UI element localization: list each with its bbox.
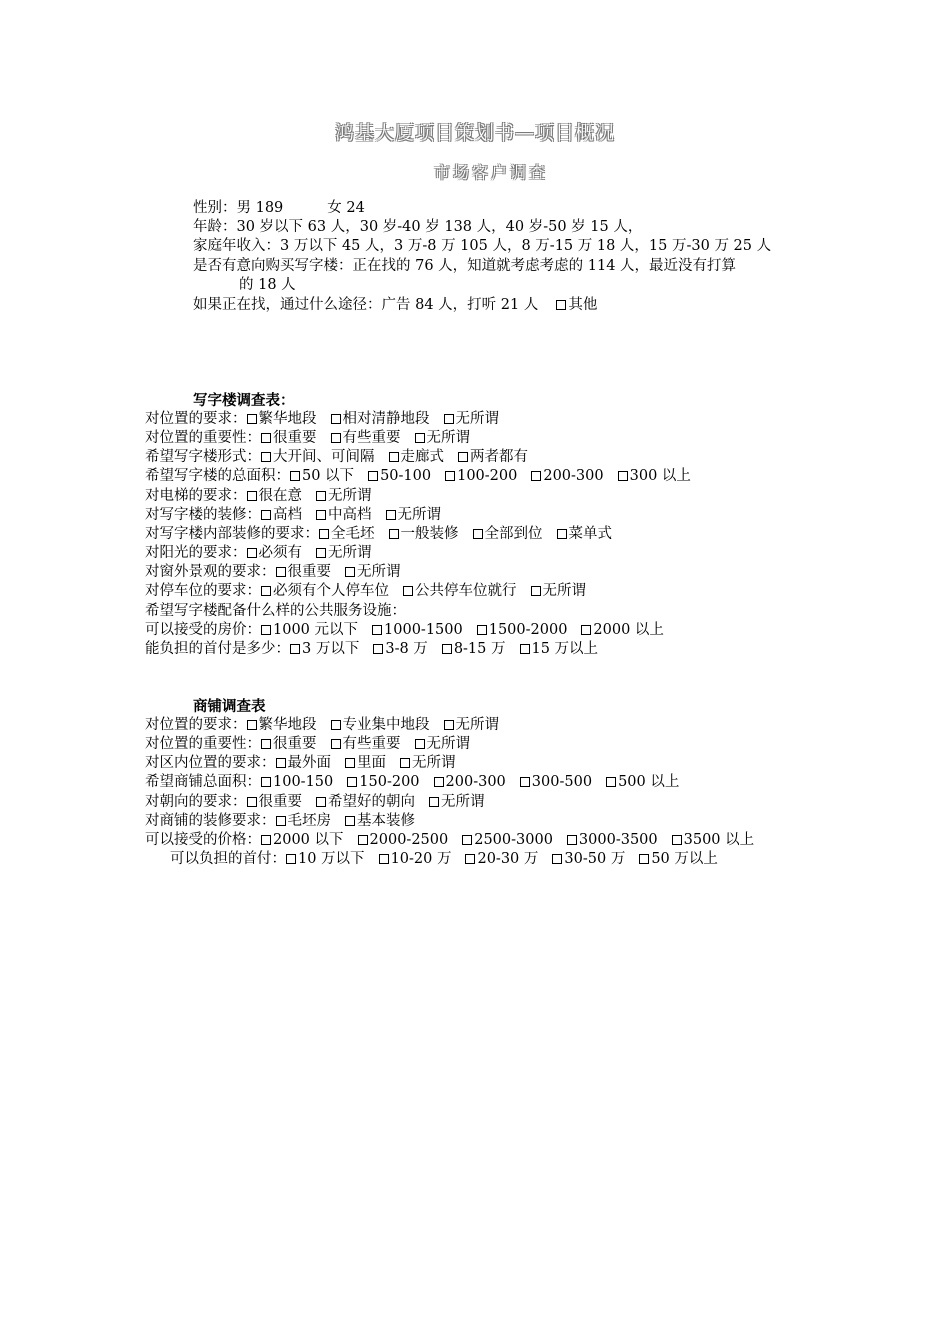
channel-line bbox=[193, 296, 597, 315]
survey-option[interactable] bbox=[639, 851, 718, 867]
gender-male: 男 189 bbox=[236, 200, 284, 216]
survey-option[interactable] bbox=[520, 774, 592, 790]
question-label: 对位置的要求： bbox=[145, 411, 247, 427]
survey-option[interactable] bbox=[368, 468, 431, 484]
survey-question bbox=[145, 506, 441, 525]
survey-option[interactable] bbox=[415, 430, 471, 446]
option-label: 繁华地段 bbox=[258, 717, 317, 733]
survey-option[interactable] bbox=[442, 641, 506, 657]
checkbox[interactable] bbox=[581, 625, 591, 635]
survey-option[interactable] bbox=[389, 526, 459, 542]
option-label: 无所谓 bbox=[441, 793, 485, 810]
channel-text: 如果正在找，通过什么途径：广告 84 人，打听 21 人 bbox=[193, 297, 539, 313]
option-label: 2500-3000 bbox=[474, 831, 553, 848]
option-label: 两者都有 bbox=[470, 449, 528, 466]
checkbox[interactable] bbox=[261, 835, 271, 845]
survey-question bbox=[145, 773, 679, 792]
checkbox[interactable] bbox=[520, 644, 530, 654]
question-label: 对商铺的装修要求： bbox=[145, 812, 276, 829]
checkbox[interactable] bbox=[290, 471, 300, 481]
option-label: 里面 bbox=[357, 755, 386, 772]
option-label: 300 以上 bbox=[629, 468, 691, 485]
option-label: 毛坯房 bbox=[287, 812, 331, 829]
option-label: 有些重要 bbox=[342, 430, 401, 447]
document-subtitle: 市场客户调查 bbox=[434, 163, 549, 182]
option-label: 30-50 万 bbox=[564, 851, 626, 868]
survey-question bbox=[145, 831, 754, 850]
option-label: 菜单式 bbox=[568, 525, 612, 542]
question-label: 对电梯的要求： bbox=[145, 487, 247, 504]
option-label: 200-300 bbox=[445, 774, 506, 791]
checkbox[interactable] bbox=[247, 491, 257, 501]
survey-option[interactable] bbox=[261, 774, 333, 790]
survey-option[interactable] bbox=[261, 449, 375, 465]
question-label: 可以负担的首付： bbox=[170, 851, 286, 868]
checkbox[interactable] bbox=[672, 835, 682, 845]
survey-option[interactable] bbox=[531, 468, 603, 484]
option-label: 20-30 万 bbox=[477, 851, 539, 868]
question-label: 对区内位置的要求： bbox=[145, 755, 276, 772]
survey-question bbox=[145, 754, 456, 773]
checkbox[interactable] bbox=[606, 777, 616, 787]
survey-question bbox=[145, 563, 401, 582]
checkbox[interactable] bbox=[400, 758, 410, 768]
checkbox[interactable] bbox=[389, 452, 399, 462]
checkbox[interactable] bbox=[429, 797, 439, 807]
survey-question bbox=[145, 487, 372, 506]
question-label: 希望商铺总面积： bbox=[145, 774, 261, 791]
checkbox[interactable] bbox=[557, 529, 567, 539]
option-label: 1000 元以下 bbox=[273, 621, 359, 638]
checkbox[interactable] bbox=[442, 644, 452, 654]
survey-option[interactable] bbox=[345, 755, 386, 771]
option-label: 很重要 bbox=[287, 564, 331, 581]
option-label: 中高档 bbox=[328, 506, 372, 523]
checkbox[interactable] bbox=[261, 739, 271, 749]
option-label: 无所谓 bbox=[357, 564, 401, 581]
survey-question bbox=[145, 544, 372, 563]
option-label: 300-500 bbox=[531, 774, 593, 791]
option-label: 相对清静地段 bbox=[342, 411, 430, 427]
option-label: 希望好的朝向 bbox=[328, 793, 415, 810]
survey-question bbox=[145, 621, 664, 640]
question-label: 对位置的要求： bbox=[145, 717, 247, 733]
gender-female: 女 24 bbox=[327, 200, 365, 216]
survey-option[interactable] bbox=[247, 794, 303, 810]
checkbox[interactable] bbox=[261, 433, 271, 443]
survey-option[interactable] bbox=[276, 813, 332, 829]
checkbox[interactable] bbox=[286, 854, 296, 864]
checkbox[interactable] bbox=[261, 452, 271, 462]
option-label: 有些重要 bbox=[342, 736, 401, 753]
survey-option[interactable] bbox=[331, 717, 430, 733]
option-label: 专业集中地段 bbox=[342, 717, 430, 733]
option-label: 公共停车位就行 bbox=[415, 583, 517, 600]
survey-option[interactable] bbox=[473, 526, 543, 542]
survey-option[interactable] bbox=[444, 717, 500, 733]
survey-option[interactable] bbox=[347, 774, 419, 790]
question-label: 希望写字楼形式： bbox=[145, 449, 261, 466]
checkbox[interactable] bbox=[247, 720, 257, 730]
checkbox[interactable] bbox=[316, 797, 326, 807]
survey-option[interactable] bbox=[261, 583, 389, 599]
survey-option[interactable] bbox=[331, 736, 401, 752]
survey-option[interactable] bbox=[552, 851, 625, 867]
survey-option[interactable] bbox=[567, 832, 658, 848]
option-label: 最外面 bbox=[287, 755, 331, 772]
option-label: 3 万以下 bbox=[302, 640, 360, 657]
survey-option[interactable] bbox=[606, 774, 679, 790]
checkbox[interactable] bbox=[261, 510, 271, 520]
survey-option[interactable] bbox=[290, 641, 359, 657]
survey-option[interactable] bbox=[373, 641, 427, 657]
option-label: 必须有 bbox=[258, 545, 302, 562]
checkbox[interactable] bbox=[458, 452, 468, 462]
survey-option[interactable] bbox=[247, 411, 317, 427]
question-label: 对停车位的要求： bbox=[145, 583, 261, 600]
checkbox[interactable] bbox=[345, 567, 355, 577]
survey-question bbox=[145, 448, 528, 467]
option-label: 全部到位 bbox=[484, 525, 543, 542]
option-label: 一般装修 bbox=[400, 525, 459, 542]
option-label: 150-200 bbox=[359, 774, 420, 791]
question-label: 对窗外景观的要求： bbox=[145, 564, 276, 581]
option-label: 很在意 bbox=[258, 487, 302, 504]
question-label: 对阳光的要求： bbox=[145, 545, 247, 562]
option-label: 200-300 bbox=[543, 468, 604, 485]
survey-option[interactable] bbox=[465, 851, 538, 867]
checkbox[interactable] bbox=[331, 433, 341, 443]
survey-option[interactable] bbox=[290, 468, 354, 484]
option-label: 无所谓 bbox=[397, 506, 441, 523]
checkbox[interactable] bbox=[247, 797, 257, 807]
checkbox[interactable] bbox=[473, 529, 483, 539]
checkbox[interactable] bbox=[331, 720, 341, 730]
checkbox[interactable] bbox=[316, 491, 326, 501]
survey-option[interactable] bbox=[403, 583, 517, 599]
checkbox[interactable] bbox=[531, 586, 541, 596]
checkbox[interactable] bbox=[445, 471, 455, 481]
office-survey-heading: 写字楼调查表： bbox=[193, 392, 295, 409]
checkbox[interactable] bbox=[531, 471, 541, 481]
option-label: 1500-2000 bbox=[488, 621, 568, 638]
survey-option[interactable] bbox=[247, 717, 317, 733]
checkbox[interactable] bbox=[276, 816, 286, 826]
income-line: 家庭年收入：3 万以下 45 人，3 万-8 万 105 人，8 万-15 万 18 人，15 万-30 万 25 人 bbox=[193, 238, 772, 254]
checkbox[interactable] bbox=[247, 548, 257, 558]
gender-label: 性别： bbox=[193, 200, 237, 216]
checkbox[interactable] bbox=[316, 548, 326, 558]
survey-question bbox=[145, 735, 470, 754]
option-label: 很重要 bbox=[273, 430, 317, 447]
option-label: 很重要 bbox=[273, 736, 317, 753]
option-label: 3000-3500 bbox=[578, 831, 658, 848]
checkbox[interactable] bbox=[379, 854, 389, 864]
survey-option[interactable] bbox=[345, 564, 401, 580]
checkbox[interactable] bbox=[444, 414, 454, 424]
question-label: 可以接受的价格： bbox=[145, 831, 261, 848]
checkbox[interactable] bbox=[290, 644, 300, 654]
option-label: 很重要 bbox=[258, 793, 302, 810]
survey-option[interactable] bbox=[261, 430, 317, 446]
checkbox[interactable] bbox=[520, 777, 530, 787]
age-line: 年龄：30 岁以下 63 人，30 岁-40 岁 138 人，40 岁-50 岁 15 人， bbox=[193, 219, 643, 235]
option-label: 50-100 bbox=[380, 468, 432, 485]
option-label: 50 以下 bbox=[302, 468, 355, 485]
intent-line: 是否有意向购买写字楼：正在找的 76 人，知道就考虑考虑的 114 人，最近没有打算 bbox=[193, 258, 737, 274]
survey-option[interactable] bbox=[286, 851, 365, 867]
survey-question bbox=[145, 525, 612, 544]
option-label: 8-15 万 bbox=[453, 640, 506, 657]
checkbox[interactable] bbox=[386, 510, 396, 520]
survey-option[interactable] bbox=[379, 851, 452, 867]
checkbox[interactable] bbox=[331, 739, 341, 749]
survey-question bbox=[145, 640, 598, 659]
question-label: 对朝向的要求： bbox=[145, 793, 247, 810]
option-label: 50 万以上 bbox=[651, 851, 718, 868]
question-label: 希望写字楼的总面积： bbox=[145, 468, 290, 485]
checkbox[interactable] bbox=[247, 414, 257, 424]
option-label: 无所谓 bbox=[455, 717, 499, 733]
checkbox[interactable] bbox=[319, 529, 329, 539]
option-label: 2000-2500 bbox=[369, 831, 449, 848]
option-label: 100-150 bbox=[273, 774, 334, 791]
survey-option[interactable] bbox=[358, 832, 449, 848]
question-label: 对写字楼的装修： bbox=[145, 506, 261, 523]
checkbox[interactable] bbox=[444, 720, 454, 730]
checkbox[interactable] bbox=[331, 414, 341, 424]
question-label: 对位置的重要性： bbox=[145, 430, 261, 447]
checkbox[interactable] bbox=[465, 854, 475, 864]
option-label: 无所谓 bbox=[328, 487, 372, 504]
checkbox[interactable] bbox=[552, 854, 562, 864]
option-label: 无所谓 bbox=[328, 545, 372, 562]
survey-option[interactable] bbox=[462, 832, 553, 848]
survey-option[interactable] bbox=[386, 507, 442, 523]
survey-option[interactable] bbox=[247, 488, 303, 504]
survey-question bbox=[145, 429, 470, 448]
question-label: 可以接受的房价： bbox=[145, 621, 261, 638]
survey-question bbox=[145, 467, 691, 486]
survey-option[interactable] bbox=[316, 507, 372, 523]
survey-option[interactable] bbox=[316, 545, 372, 561]
channel-other: 其他 bbox=[568, 297, 598, 313]
question-label: 对写字楼内部装修的要求： bbox=[145, 525, 319, 542]
survey-option[interactable] bbox=[331, 430, 401, 446]
option-label: 大开间、可间隔 bbox=[273, 449, 375, 466]
survey-option[interactable] bbox=[331, 411, 430, 427]
survey-option[interactable] bbox=[389, 449, 445, 465]
option-label: 2000 以上 bbox=[593, 621, 664, 638]
survey-option[interactable] bbox=[618, 468, 691, 484]
option-label: 10 万以下 bbox=[298, 851, 365, 868]
survey-option[interactable] bbox=[372, 622, 463, 638]
option-label: 高档 bbox=[273, 506, 302, 523]
option-label: 1000-1500 bbox=[384, 621, 463, 638]
survey-option[interactable] bbox=[276, 755, 332, 771]
survey-option[interactable] bbox=[261, 736, 317, 752]
question-label: 能负担的首付是多少： bbox=[145, 640, 290, 657]
checkbox[interactable] bbox=[345, 758, 355, 768]
checkbox[interactable] bbox=[345, 816, 355, 826]
checkbox[interactable] bbox=[403, 586, 413, 596]
document-title: 鸿基大厦项目策划书—项目概况 bbox=[334, 122, 615, 144]
option-label: 无所谓 bbox=[426, 736, 470, 753]
survey-option[interactable] bbox=[400, 755, 456, 771]
option-label: 15 万以上 bbox=[531, 640, 599, 657]
survey-option[interactable] bbox=[319, 526, 375, 542]
option-label: 无所谓 bbox=[412, 755, 456, 772]
checkbox[interactable] bbox=[639, 854, 649, 864]
survey-option[interactable] bbox=[415, 736, 471, 752]
checkbox[interactable] bbox=[276, 758, 286, 768]
survey-question bbox=[145, 716, 499, 735]
survey-option[interactable] bbox=[261, 832, 344, 848]
survey-option[interactable] bbox=[531, 583, 587, 599]
question-label: 对位置的重要性： bbox=[145, 736, 261, 753]
gender-line bbox=[193, 199, 365, 218]
checkbox[interactable] bbox=[462, 835, 472, 845]
survey-option[interactable] bbox=[520, 641, 599, 657]
survey-question bbox=[145, 582, 586, 601]
checkbox[interactable] bbox=[347, 777, 357, 787]
survey-option[interactable] bbox=[276, 564, 332, 580]
option-label: 走廊式 bbox=[400, 449, 444, 466]
option-label: 全毛坯 bbox=[331, 525, 375, 542]
checkbox[interactable] bbox=[261, 586, 271, 596]
option-label: 3-8 万 bbox=[385, 640, 428, 657]
survey-option[interactable] bbox=[345, 813, 415, 829]
checkbox[interactable] bbox=[276, 567, 286, 577]
survey-option[interactable] bbox=[477, 622, 568, 638]
option-label: 3500 以上 bbox=[683, 831, 755, 848]
option-label: 无所谓 bbox=[426, 430, 470, 447]
survey-option[interactable] bbox=[316, 488, 372, 504]
checkbox[interactable] bbox=[567, 835, 577, 845]
option-label: 无所谓 bbox=[455, 411, 499, 427]
survey-question bbox=[170, 850, 718, 869]
survey-option[interactable] bbox=[261, 507, 302, 523]
option-label: 2000 以下 bbox=[273, 831, 344, 848]
survey-option[interactable] bbox=[581, 622, 664, 638]
shop-survey-heading: 商铺调查表 bbox=[193, 698, 266, 715]
checkbox[interactable] bbox=[368, 471, 378, 481]
checkbox[interactable] bbox=[261, 777, 271, 787]
checkbox[interactable] bbox=[373, 644, 383, 654]
checkbox[interactable] bbox=[434, 777, 444, 787]
survey-option[interactable] bbox=[557, 526, 613, 542]
survey-option[interactable] bbox=[316, 794, 415, 810]
option-label: 无所谓 bbox=[542, 583, 586, 600]
question-label: 希望写字楼配备什么样的公共服务设施： bbox=[145, 602, 406, 619]
checkbox[interactable] bbox=[556, 300, 566, 310]
option-label: 10-20 万 bbox=[390, 851, 452, 868]
survey-option[interactable] bbox=[672, 832, 755, 848]
checkbox[interactable] bbox=[389, 529, 399, 539]
survey-question bbox=[145, 410, 499, 429]
survey-option[interactable] bbox=[444, 411, 500, 427]
survey-option[interactable] bbox=[429, 794, 485, 810]
checkbox[interactable] bbox=[261, 625, 271, 635]
option-label: 必须有个人停车位 bbox=[273, 583, 389, 600]
option-label: 基本装修 bbox=[357, 812, 415, 829]
checkbox[interactable] bbox=[372, 625, 382, 635]
option-label: 100-200 bbox=[457, 468, 518, 485]
checkbox[interactable] bbox=[618, 471, 628, 481]
survey-question bbox=[145, 793, 485, 812]
checkbox[interactable] bbox=[415, 433, 425, 443]
option-label: 繁华地段 bbox=[258, 411, 317, 427]
survey-question bbox=[145, 812, 415, 831]
survey-option[interactable] bbox=[434, 774, 506, 790]
survey-option[interactable] bbox=[458, 449, 528, 465]
checkbox[interactable] bbox=[477, 625, 487, 635]
option-label: 500 以上 bbox=[618, 774, 680, 791]
checkbox[interactable] bbox=[316, 510, 326, 520]
survey-option[interactable] bbox=[445, 468, 517, 484]
checkbox[interactable] bbox=[415, 739, 425, 749]
survey-question bbox=[145, 602, 406, 621]
checkbox[interactable] bbox=[358, 835, 368, 845]
survey-option[interactable] bbox=[247, 545, 303, 561]
survey-option[interactable] bbox=[261, 622, 358, 638]
intent-line-cont: 的 18 人 bbox=[239, 277, 296, 293]
